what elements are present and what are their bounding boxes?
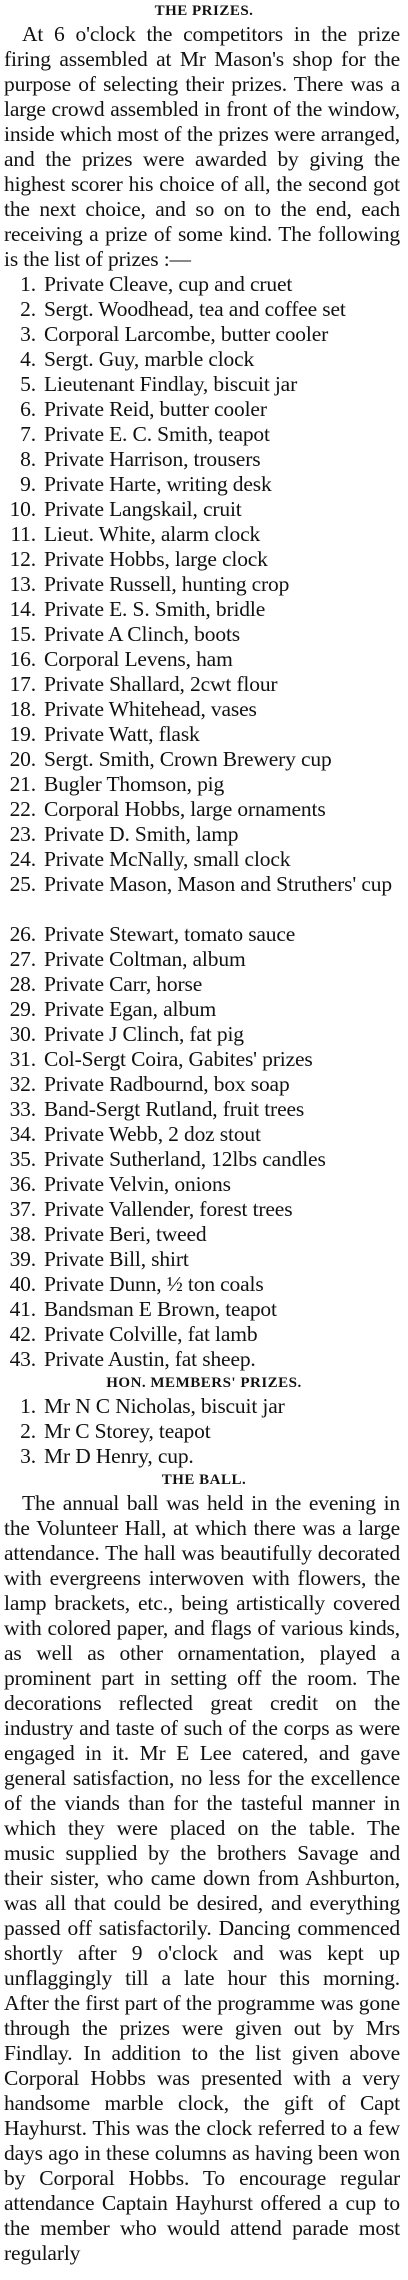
prize-number: 13. [9,572,36,596]
prize-item [0,1272,408,1297]
prize-number: 26. [9,922,36,946]
prize-text: Corporal Levens, ham [44,647,233,671]
prize-number: 41. [9,1297,36,1321]
prize-item [0,772,408,797]
prize-item [0,1047,408,1072]
prize-number: 32. [9,1072,36,1096]
prize-number: 29. [9,997,36,1021]
prize-number: 39. [9,1247,36,1271]
prize-text: Private A Clinch, boots [44,622,241,646]
prize-text: Corporal Larcombe, butter cooler [44,322,329,346]
prize-number: 3. [20,1444,36,1468]
ball-heading: THE BALL. [161,1472,247,1488]
prize-text: Private Dunn, ½ ton coals [44,1272,264,1296]
prize-item [0,1147,408,1172]
prize-number: 9. [20,472,36,496]
prize-number: 2. [20,297,36,321]
prize-text: Lieut. White, alarm clock [44,522,261,546]
prize-item [0,547,408,572]
prize-item [0,947,408,972]
prize-text: Private Coltman, album [44,947,246,971]
prize-item [0,322,408,347]
prize-item [0,1297,408,1322]
prize-text: Private Shallard, 2cwt flour [44,672,278,696]
prize-text: Private D. Smith, lamp [44,822,239,846]
prize-item [0,672,408,697]
prize-text: Sergt. Woodhead, tea and coffee set [44,297,346,321]
prize-item [0,872,408,922]
prize-item [0,297,408,322]
prize-text: Band-Sergt Rutland, fruit trees [44,1097,305,1121]
prize-number: 31. [9,1047,36,1071]
prize-item [0,497,408,522]
prize-text: Private E. C. Smith, teapot [44,422,270,446]
prize-item [0,747,408,772]
prize-number: 40. [9,1272,36,1296]
prize-text: Private Egan, album [44,997,217,1021]
prize-number: 25. [9,872,36,896]
intro-text: At 6 o'clock the competitors in the prize firing assembled at Mr Mason's shop for the purpose of selecting their prizes. There was a large crowd assembled in front of the window, inside which most of the prizes were arranged, and the prizes were awarded by giving the highest scorer his choice of all, the second got the next choice, and so on to the end, each receiving a prize of some kind. The following is the list of prizes :— [4,22,400,271]
prize-number: 43. [9,1347,36,1371]
prize-number: 16. [9,647,36,671]
prize-item [0,1322,408,1347]
prize-item [0,822,408,847]
prize-text: Private Radbournd, box soap [44,1072,290,1096]
prizes-heading: THE PRIZES. [154,3,254,19]
prize-item [0,372,408,397]
prize-number: 11. [10,522,36,546]
prize-text: Private Cleave, cup and cruet [44,272,293,296]
prize-number: 36. [9,1172,36,1196]
prize-item [0,272,408,297]
prize-text: Private Webb, 2 doz stout [44,1122,261,1146]
prize-item [0,1419,408,1444]
prize-number: 35. [9,1147,36,1171]
prize-number: 4. [20,347,36,371]
prize-text: Private Whitehead, vases [44,697,257,721]
prize-item [0,1122,408,1147]
prize-number: 38. [9,1222,36,1246]
ball-paragraph [0,1491,408,2266]
prize-number: 8. [20,447,36,471]
prize-text: Mr N C Nicholas, biscuit jar [44,1394,285,1418]
prize-text: Private Mason, Mason and Struthers' cup [44,872,392,896]
prize-item [0,647,408,672]
prize-text: Private Vallender, forest trees [44,1197,293,1221]
prize-text: Col-Sergt Coira, Gabites' prizes [44,1047,313,1071]
prize-text: Mr D Henry, cup. [44,1444,194,1468]
prize-text: Private Stewart, tomato sauce [44,922,296,946]
prize-number: 7. [20,422,36,446]
prize-item [0,397,408,422]
prize-item [0,597,408,622]
prize-item [0,1197,408,1222]
prize-number: 37. [9,1197,36,1221]
prize-item [0,1222,408,1247]
prize-item [0,472,408,497]
prize-number: 22. [9,797,36,821]
prize-text: Private Carr, horse [44,972,203,996]
prize-item [0,697,408,722]
prize-text: Private Reid, butter cooler [44,397,267,421]
prize-number: 1. [20,272,36,296]
prize-number: 15. [9,622,36,646]
prize-text: Bugler Thomson, pig [44,772,225,796]
prize-text: Private Velvin, onions [44,1172,231,1196]
prize-text: Private Harrison, trousers [44,447,261,471]
prize-number: 18. [9,697,36,721]
prize-item [0,1072,408,1097]
prize-item [0,347,408,372]
prize-item [0,722,408,747]
prize-item [0,922,408,947]
prize-item [0,522,408,547]
prize-item [0,972,408,997]
prize-item [0,997,408,1022]
prize-text: Mr C Storey, teapot [44,1419,211,1443]
prize-item [0,1172,408,1197]
prize-item [0,1394,408,1419]
prize-text: Private Langskail, cruit [44,497,242,521]
prize-number: 5. [20,372,36,396]
prize-list [0,272,408,1372]
prize-number: 33. [9,1097,36,1121]
prize-item [0,1097,408,1122]
prize-item [0,1347,408,1372]
prize-text: Private Russell, hunting crop [44,572,290,596]
prize-text: Private J Clinch, fat pig [44,1022,244,1046]
prize-text: Private McNally, small clock [44,847,291,871]
intro-paragraph [0,22,408,272]
prize-text: Private Bill, shirt [44,1247,189,1271]
prize-text: Sergt. Smith, Crown Brewery cup [44,747,332,771]
prize-item [0,797,408,822]
prize-item [0,1022,408,1047]
prize-item [0,1444,408,1469]
prize-text: Private Beri, tweed [44,1222,207,1246]
prize-number: 14. [9,597,36,621]
prize-item [0,1247,408,1272]
prize-text: Private Austin, fat sheep. [44,1347,256,1371]
ball-text: The annual ball was held in the evening in the Volunteer Hall, at which there was a large attendance. The hall was beautifully decorated with evergreens interwoven with flowers, the lamp brackets, etc., being artistically covered with colored paper, and flags of various kinds, as well as other ornamentation, played a prominent part in setting off the room. The decorations reflected great credit on the industry and taste of such of the corps as were engaged in it. Mr E Lee catered, and gave general satisfaction, no less for the excellence of the viands than for the tasteful manner in which they were placed on the table. The music supplied by the brothers Savage and their sister, who came down from Ashburton, was all that could be desired, and everything passed off satisfactorily. Dancing commenced shortly after 9 o'clock and was kept up unflaggingly till a late hour this morning. After the first part of the programme was gone through the prizes were given out by Mrs Findlay. In addition to the list given above Corporal Hobbs was presented with a very handsome marble clock, the gift of Capt Hayhurst. This was the clock referred to a few days ago in these columns as having been won by Corporal Hobbs. To encourage regular attendance Captain Hayhurst offered a cup to the member who would attend parade most regularly [4,1491,400,2265]
prize-text: Sergt. Guy, marble clock [44,347,255,371]
prize-number: 17. [9,672,36,696]
prize-number: 3. [20,322,36,346]
prize-number: 23. [9,822,36,846]
prize-text: Private Colville, fat lamb [44,1322,258,1346]
hon-members-heading: HON. MEMBERS' PRIZES. [106,1375,302,1391]
prize-text: Private Watt, flask [44,722,200,746]
prize-item [0,572,408,597]
prize-item [0,447,408,472]
prize-number: 28. [9,972,36,996]
prize-item [0,422,408,447]
prize-item [0,847,408,872]
prize-number: 21. [9,772,36,796]
hon-prize-list [0,1394,408,1469]
prize-number: 24. [9,847,36,871]
prize-number: 6. [20,397,36,421]
prize-number: 27. [9,947,36,971]
prize-text: Private Sutherland, 12lbs candles [44,1147,326,1171]
prize-text: Lieutenant Findlay, biscuit jar [44,372,298,396]
prize-text: Private E. S. Smith, bridle [44,597,266,621]
prize-item [0,622,408,647]
prize-text: Private Hobbs, large clock [44,547,268,571]
prize-number: 19. [9,722,36,746]
prize-number: 1. [20,1394,36,1418]
prize-number: 42. [9,1322,36,1346]
prize-number: 10. [9,497,36,521]
prize-text: Corporal Hobbs, large ornaments [44,797,326,821]
prize-text: Private Harte, writing desk [44,472,272,496]
prize-number: 34. [9,1122,36,1146]
prize-text: Bandsman E Brown, teapot [44,1297,277,1321]
prize-number: 20. [9,747,36,771]
prize-number: 12. [9,547,36,571]
prize-number: 30. [9,1022,36,1046]
prize-number: 2. [20,1419,36,1443]
